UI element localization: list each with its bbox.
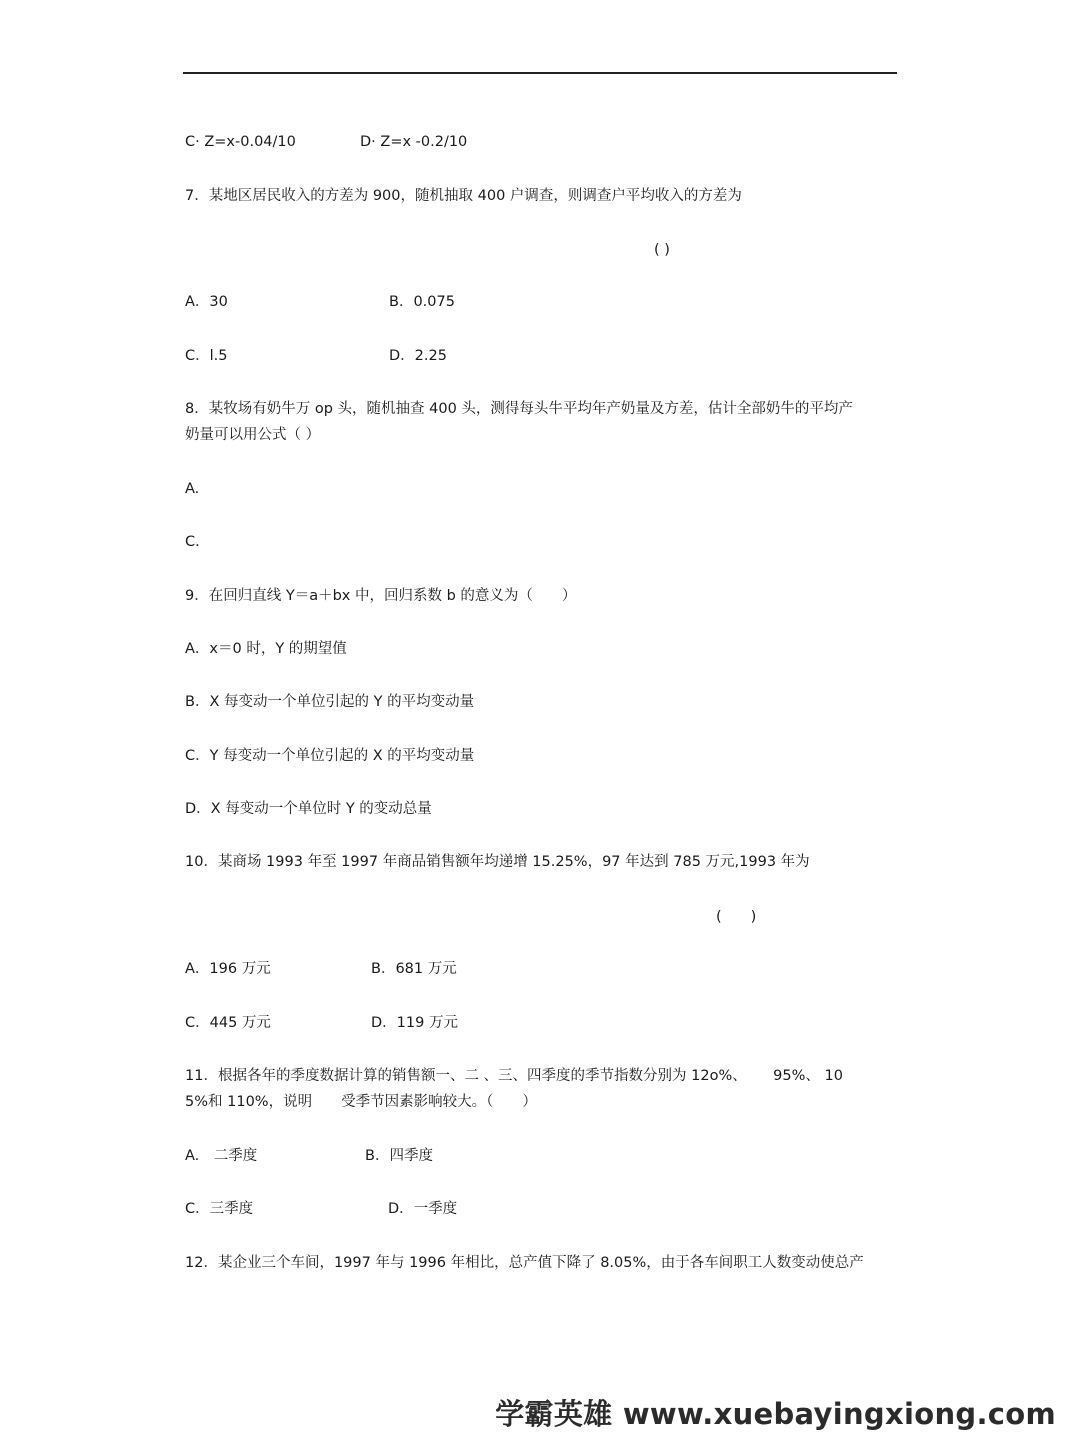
q9-stem: 9．在回归直线 Y＝a＋bx 中，回归系数 b 的意义为（ ） xyxy=(185,588,577,604)
q7-option-d: D．2.25 xyxy=(389,348,447,364)
q10-answer-paren: ( ) xyxy=(716,909,757,925)
q11-option-a: A. 二季度 xyxy=(185,1148,258,1164)
q7-option-a: A．30 xyxy=(185,294,228,310)
q8-option-a: A. xyxy=(185,481,200,497)
q8-stem-line1: 8．某牧场有奶牛万 op 头，随机抽查 400 头，测得每头牛平均年产奶量及方差，估计全部奶牛的平均产 xyxy=(185,401,853,417)
q6-option-d: D· Z=x -0.2/10 xyxy=(360,134,468,150)
q9-option-d: D．X 每变动一个单位时 Y 的变动总量 xyxy=(185,801,432,817)
q7-answer-paren: ( ) xyxy=(654,242,670,258)
q7-option-b: B．0.075 xyxy=(389,294,455,310)
q11-stem-line2: 5%和 110%，说明 受季节因素影响较大。（ ） xyxy=(185,1094,537,1110)
q10-option-a: A．196 万元 xyxy=(185,961,271,977)
site-watermark: 学霸英雄 www.xuebayingxiong.com xyxy=(495,1397,1056,1431)
q11-stem-line1: 11．根据各年的季度数据计算的销售额一、二 、三、四季度的季节指数分别为 12o%、 95%、 10 xyxy=(185,1068,843,1084)
q9-option-c: C．Y 每变动一个单位引起的 X 的平均变动量 xyxy=(185,748,475,764)
q6-option-c: C· Z=x-0.04/10 xyxy=(185,134,296,150)
q11-option-b: B．四季度 xyxy=(365,1148,433,1164)
q10-stem: 10．某商场 1993 年至 1997 年商品销售额年均递增 15.25%，97 年达到 785 万元,1993 年为 xyxy=(185,854,810,870)
q8-option-c: C. xyxy=(185,534,200,550)
header-rule xyxy=(183,72,897,74)
q10-option-d: D．119 万元 xyxy=(371,1015,458,1031)
q10-option-c: C．445 万元 xyxy=(185,1015,271,1031)
q7-stem: 7．某地区居民收入的方差为 900，随机抽取 400 户调查，则调查户平均收入的方差为 xyxy=(185,188,742,204)
q10-option-b: B．681 万元 xyxy=(371,961,457,977)
q12-stem: 12．某企业三个车间，1997 年与 1996 年相比，总产值下降了 8.05%，由于各车间职工人数变动使总产 xyxy=(185,1255,864,1271)
q8-stem-line2: 奶量可以用公式（ ） xyxy=(185,427,321,443)
q9-option-b: B．X 每变动一个单位引起的 Y 的平均变动量 xyxy=(185,694,475,710)
q11-option-d: D．一季度 xyxy=(388,1201,458,1217)
q11-option-c: C．三季度 xyxy=(185,1201,254,1217)
q9-option-a: A．x＝0 时，Y 的期望值 xyxy=(185,641,347,657)
q7-option-c: C．l.5 xyxy=(185,348,228,364)
